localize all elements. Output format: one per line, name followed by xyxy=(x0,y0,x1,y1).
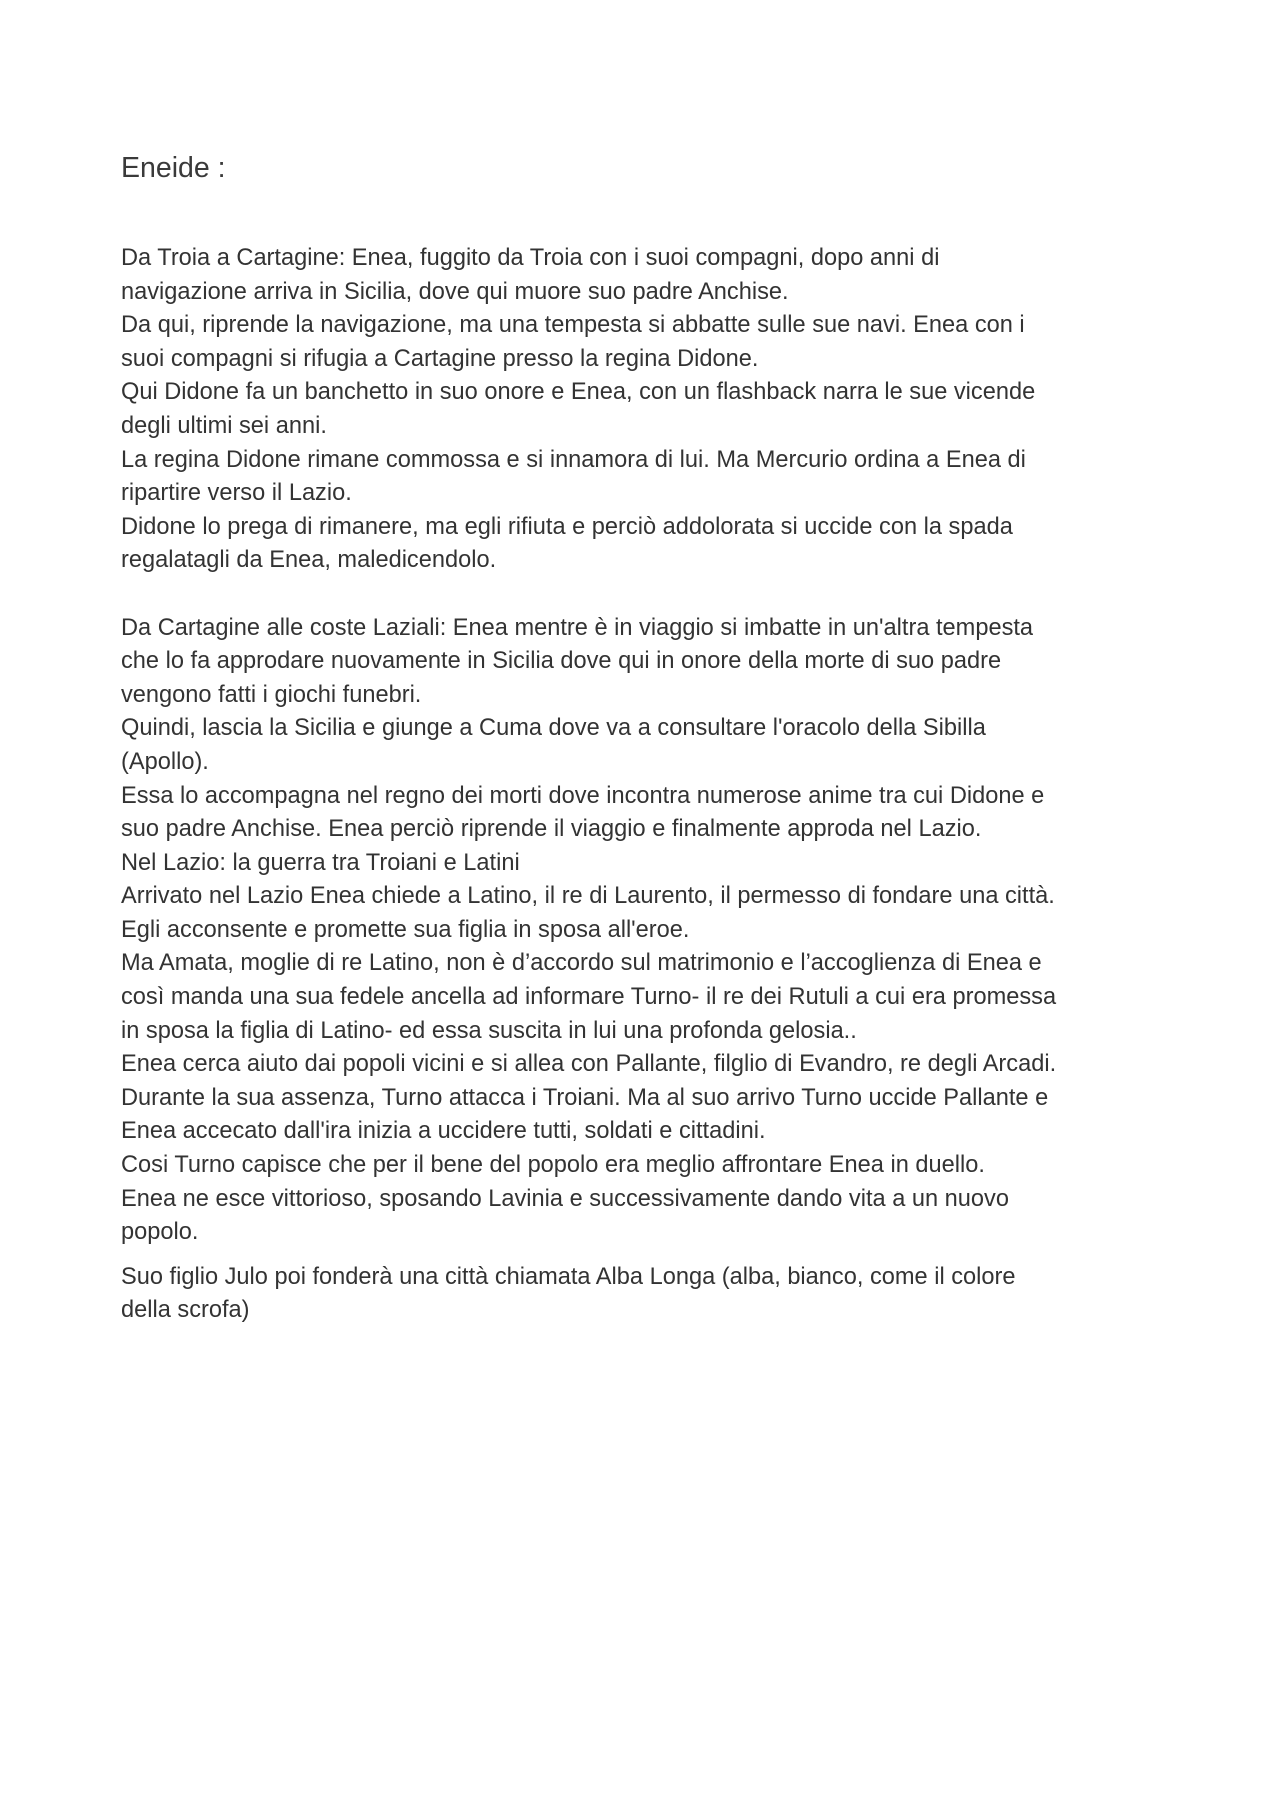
text-line: popolo. xyxy=(121,1219,199,1246)
text-line: che lo fa approdare nuovamente in Sicilia dove qui in onore della morte di suo padre xyxy=(121,648,1002,675)
text-line: Enea accecato dall'ira inizia a uccidere tutti, soldati e cittadini. xyxy=(121,1118,766,1145)
text-line: Ma Amata, moglie di re Latino, non è d’accordo sul matrimonio e l’accoglienza di Enea e xyxy=(121,950,1042,977)
paragraph-gap xyxy=(121,1250,1181,1261)
text-line: Cosi Turno capisce che per il bene del popolo era meglio affrontare Enea in duello. xyxy=(121,1152,985,1179)
text-line: Durante la sua assenza, Turno attacca i Troiani. Ma al suo arrivo Turno uccide Pallante e xyxy=(121,1084,1049,1111)
text-line: Suo figlio Julo poi fonderà una città chiamata Alba Longa (alba, bianco, come il colore xyxy=(121,1263,1016,1290)
text-line: navigazione arriva in Sicilia, dove qui muore suo padre Anchise. xyxy=(121,278,789,305)
section-heading-line: Nel Lazio: la guerra tra Troiani e Latini xyxy=(121,849,520,876)
text-line: Arrivato nel Lazio Enea chiede a Latino, il re di Laurento, il permesso di fondare una città. xyxy=(121,883,1055,910)
text-line: regalatagli da Enea, maledicendolo. xyxy=(121,547,497,574)
text-line: Quindi, lascia la Sicilia e giunge a Cuma dove va a consultare l'oracolo della Sibilla xyxy=(121,715,986,742)
text-line: Essa lo accompagna nel regno dei morti dove incontra numerose anime tra cui Didone e xyxy=(121,782,1045,809)
text-line: Da Cartagine alle coste Laziali: Enea mentre è in viaggio si imbatte in un'altra tempesta xyxy=(121,614,1034,641)
text-line: Da Troia a Cartagine: Enea, fuggito da Troia con i suoi compagni, dopo anni di xyxy=(121,245,940,271)
text-line: suoi compagni si rifugia a Cartagine presso la regina Didone. xyxy=(121,345,759,372)
text-line: Egli acconsente e promette sua figlia in sposa all'eroe. xyxy=(121,916,690,943)
text-line: suo padre Anchise. Enea perciò riprende il viaggio e finalmente approda nel Lazio. xyxy=(121,816,982,843)
text-line: La regina Didone rimane commossa e si innamora di lui. Ma Mercurio ordina a Enea di xyxy=(121,446,1026,473)
text-line: in sposa la figlia di Latino- ed essa suscita in lui una profonda gelosia.. xyxy=(121,1017,857,1044)
text-line: Didone lo prega di rimanere, ma egli rifiuta e perciò addolorata si uccide con la spada xyxy=(121,513,1013,540)
text-line: della scrofa) xyxy=(121,1297,250,1324)
text-line: vengono fatti i giochi funebri. xyxy=(121,681,422,708)
text-line: ripartire verso il Lazio. xyxy=(121,480,352,507)
text-line: così manda una sua fedele ancella ad informare Turno- il re dei Rutuli a cui era promessa xyxy=(121,984,1057,1011)
text-line: (Apollo). xyxy=(121,748,209,775)
document-title: Eneide : xyxy=(121,152,226,184)
text-line: Da qui, riprende la navigazione, ma una tempesta si abbatte sulle sue navi. Enea con i xyxy=(121,312,1025,339)
text-line: degli ultimi sei anni. xyxy=(121,412,327,439)
paragraph-gap xyxy=(121,578,1181,612)
document-body xyxy=(121,242,1181,1328)
text-line: Enea ne esce vittorioso, sposando Lavinia e successivamente dando vita a un nuovo xyxy=(121,1185,1009,1212)
text-line: Qui Didone fa un banchetto in suo onore e Enea, con un flashback narra le sue vicende xyxy=(121,379,1036,406)
text-line: Enea cerca aiuto dai popoli vicini e si allea con Pallante, filglio di Evandro, re degli Arcadi. xyxy=(121,1051,1057,1078)
